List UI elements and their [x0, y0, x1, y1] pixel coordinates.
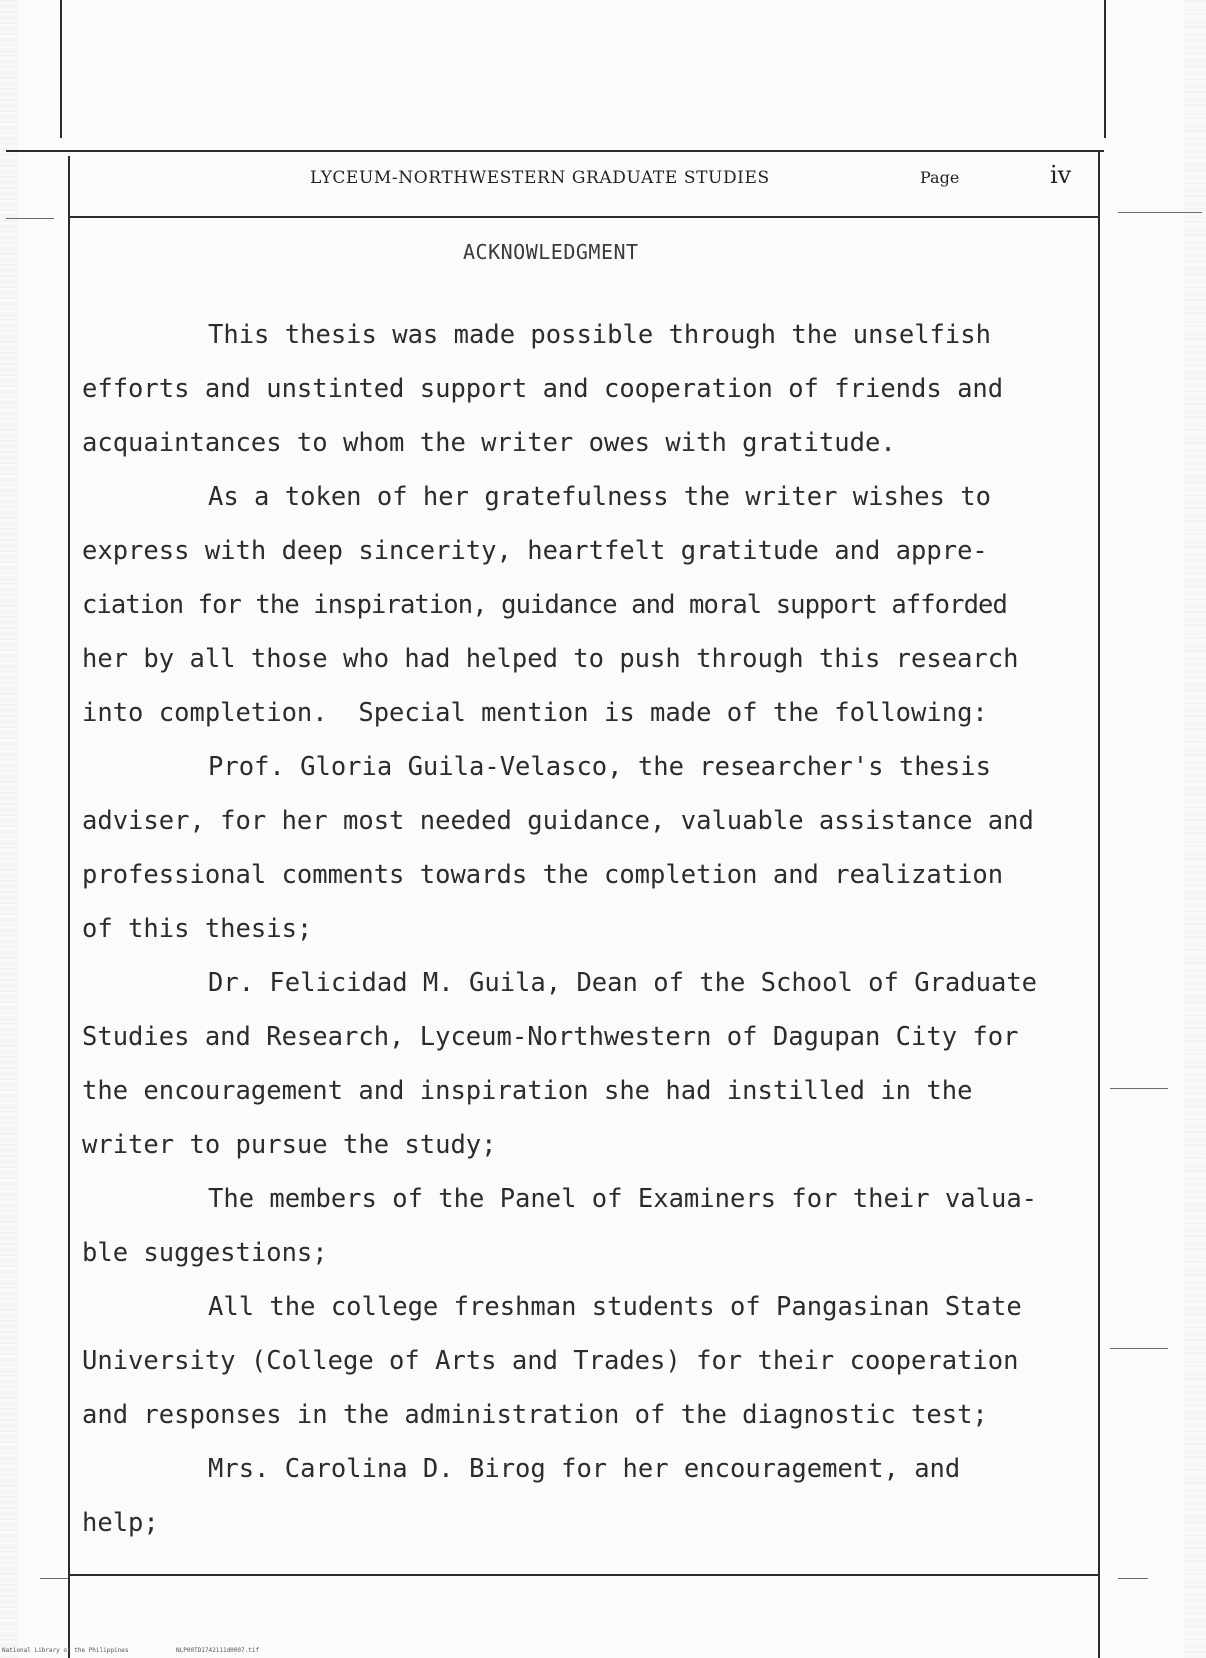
body-line: writer to pursue the study; [82, 1130, 497, 1160]
page-number: iv [1050, 161, 1072, 189]
acknowledgment-heading: ACKNOWLEDGMENT [463, 240, 639, 264]
margin-tick-right-top [1118, 212, 1202, 213]
body-line: the encouragement and inspiration she had instilled in the [82, 1076, 973, 1106]
page-label: Page [920, 168, 960, 187]
body-line: Prof. Gloria Guila-Velasco, the researcher's thesis [208, 752, 991, 782]
scan-noise-right [1184, 0, 1206, 1658]
frame-left-rule [68, 156, 70, 1658]
margin-tick-right-mid [1110, 1088, 1168, 1089]
frame-right-rule [1098, 150, 1100, 1658]
body-line: The members of the Panel of Examiners for their valua- [208, 1184, 1038, 1214]
margin-tick-right-bottom [1118, 1578, 1148, 1579]
margin-tick-right-low [1110, 1348, 1168, 1349]
body-line: As a token of her gratefulness the writer wishes to [208, 482, 991, 512]
frame-bottom-rule [70, 1574, 1100, 1576]
margin-tick-left [6, 218, 54, 219]
body-line: express with deep sincerity, heartfelt gratitude and appre- [82, 536, 988, 566]
body-line: efforts and unstinted support and cooperation of friends and [82, 374, 1004, 404]
body-line: All the college freshman students of Pangasinan State [208, 1292, 1022, 1322]
scan-noise-left [0, 0, 18, 1658]
body-line: of this thesis; [82, 914, 313, 944]
body-line: her by all those who had helped to push through this research [82, 644, 1019, 674]
body-line: ciation for the inspiration, guidance and moral support afforded [82, 590, 1007, 620]
body-line: This thesis was made possible through the unselfish [208, 320, 991, 350]
body-line: and responses in the administration of the diagnostic test; [82, 1400, 988, 1430]
body-line: Mrs. Carolina D. Birog for her encouragement, and [208, 1454, 961, 1484]
prev-frame-right-rule [1104, 0, 1106, 138]
library-credit: National Library of the Philippines [2, 1647, 129, 1654]
body-line: help; [82, 1508, 159, 1538]
header-underline [70, 216, 1098, 218]
body-line: into completion. Special mention is made of the following: [82, 698, 988, 728]
body-line: acquaintances to whom the writer owes with gratitude. [82, 428, 896, 458]
prev-frame-left-rule [60, 0, 62, 138]
body-line: University (College of Arts and Trades) for their cooperation [82, 1346, 1019, 1376]
body-line: Studies and Research, Lyceum-Northwestern of Dagupan City for [82, 1022, 1019, 1052]
scan-file-id: NLP00TD1742111d0007.tif [176, 1647, 260, 1654]
body-line: adviser, for her most needed guidance, valuable assistance and [82, 806, 1034, 836]
body-line: ble suggestions; [82, 1238, 328, 1268]
frame-top-rule [6, 150, 1104, 152]
body-line: Dr. Felicidad M. Guila, Dean of the School of Graduate [208, 968, 1038, 998]
institution-header: LYCEUM-NORTHWESTERN GRADUATE STUDIES [310, 168, 770, 188]
margin-tick-left-bottom [40, 1578, 68, 1579]
body-line: professional comments towards the completion and realization [82, 860, 1004, 890]
